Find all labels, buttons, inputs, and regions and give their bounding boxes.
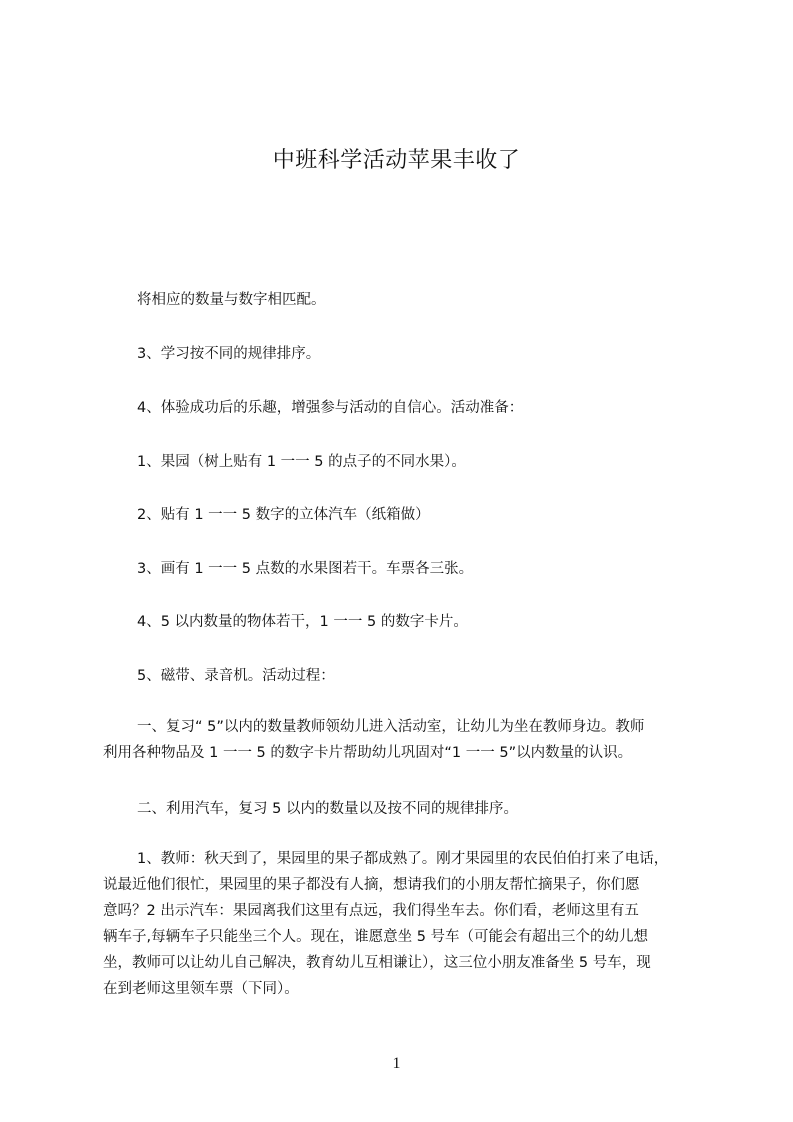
body-line-2: 3、学习按不同的规律排序。 — [137, 346, 321, 362]
paragraph-review — [103, 714, 723, 766]
page-number: 1 — [392, 1055, 401, 1072]
paragraph-line: 一、复习“ 5”以内的数量教师领幼儿进入活动室，让幼儿为坐在教师身边。教师 — [137, 719, 645, 735]
paragraph-line: 说最近他们很忙，果园里的果子都没有人摘，想请我们的小朋友帮忙摘果子，你们愿 — [103, 877, 640, 893]
body-line-7: 4、5 以内数量的物体若干，1 一一 5 的数字卡片。 — [137, 614, 468, 630]
body-line-3: 4、体验成功后的乐趣，增强参与活动的自信心。活动准备： — [137, 400, 524, 416]
section-heading-2: 二、利用汽车，复习 5 以内的数量以及按不同的规律排序。 — [137, 801, 518, 817]
paragraph-line: 1、教师：秋天到了，果园里的果子都成熟了。刚才果园里的农民伯伯打来了电话， — [137, 851, 669, 867]
paragraph-teacher — [103, 846, 723, 1002]
body-line-1: 将相应的数量与数字相匹配。 — [137, 292, 326, 308]
paragraph-line: 在到老师这里领车票（下同）。 — [103, 981, 299, 997]
body-line-6: 3、画有 1 一一 5 点数的水果图若干。车票各三张。 — [137, 561, 474, 577]
paragraph-line: 意吗？2 出示汽车：果园离我们这里有点远，我们得坐车去。你们看，老师这里有五 — [103, 903, 639, 919]
body-line-4: 1、果园（树上贴有 1 一一 5 的点子的不同水果）。 — [137, 454, 466, 470]
paragraph-line: 利用各种物品及 1 一一 5 的数字卡片帮助幼儿巩固对“1 一一 5”以内数量的认识。 — [103, 745, 633, 761]
page-title: 中班科学活动苹果丰收了 — [272, 148, 521, 173]
paragraph-line: 坐，教师可以让幼儿自己解决，教育幼儿互相谦让），这三位小朋友准备坐 5 号车，现 — [103, 955, 651, 971]
paragraph-line: 辆车子,每辆车子只能坐三个人。现在，谁愿意坐 5 号车（可能会有超出三个的幼儿想 — [103, 929, 649, 945]
body-line-5: 2、贴有 1 一一 5 数字的立体汽车（纸箱做） — [137, 507, 430, 523]
body-line-8: 5、磁带、录音机。活动过程： — [137, 668, 335, 684]
